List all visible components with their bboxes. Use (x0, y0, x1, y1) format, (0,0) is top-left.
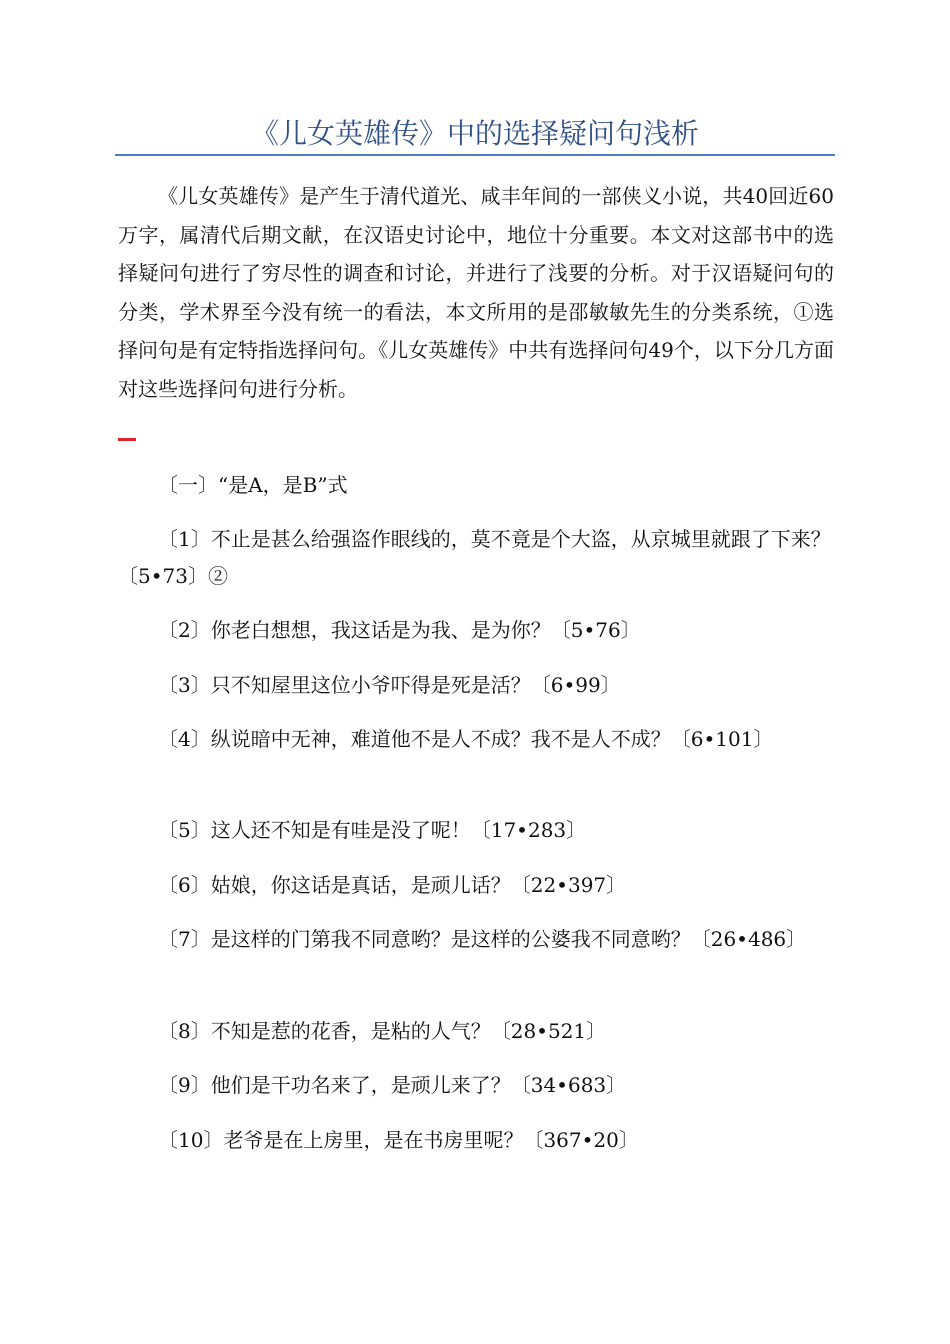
example-9: 〔9〕他们是干功名来了，是顽儿来了？〔34•683〕 (158, 1073, 627, 1097)
example-7: 〔7〕是这样的门第我不同意哟？是这样的公婆我不同意哟？〔26•486〕 (158, 927, 807, 951)
example-10: 〔10〕老爷是在上房里，是在书房里呢？〔367•20〕 (158, 1128, 639, 1152)
example-2: 〔2〕你老白想想，我这话是为我、是为你？〔5•76〕 (158, 618, 641, 642)
example-8: 〔8〕不知是惹的花香，是粘的人气？〔28•521〕 (158, 1019, 607, 1043)
title-underline (115, 154, 835, 156)
example-6: 〔6〕姑娘，你这话是真话，是顽儿话？〔22•397〕 (158, 873, 627, 897)
example-5: 〔5〕这人还不知是有哇是没了呢！〔17•283〕 (158, 818, 587, 842)
section-marker (118, 438, 136, 441)
example-1: 〔1〕不止是甚么给强盗作眼线的，莫不竟是个大盗，从京城里就跟了下来？〔5•73〕② (118, 527, 831, 588)
document-title: 《儿女英雄传》中的选择疑问句浅析 (250, 117, 699, 150)
section-heading: 〔一〕“是A，是B”式 (158, 473, 348, 497)
intro-paragraph: 《儿女英雄传》是产生于清代道光、咸丰年间的一部侠义小说，共40回近60万字，属清代后期文献，在汉语史讨论中，地位十分重要。本文对这部书中的选择疑问句进行了穷尽性的调查和讨论，并进行了浅要的分析。对于汉语疑问句的分类，学术界至今没有统一的看法，本文所用的是邵敏敏先生的分类系统，①选择问句是有定特指选择问句。《儿女英雄传》中共有选择问句49个，以下分几方面对这些选择问句进行分析。 (118, 184, 834, 401)
example-3: 〔3〕只不知屋里这位小爷吓得是死是活？〔6•99〕 (158, 673, 621, 697)
example-4: 〔4〕纵说暗中无神，难道他不是人不成？我不是人不成？〔6•101〕 (158, 727, 774, 751)
